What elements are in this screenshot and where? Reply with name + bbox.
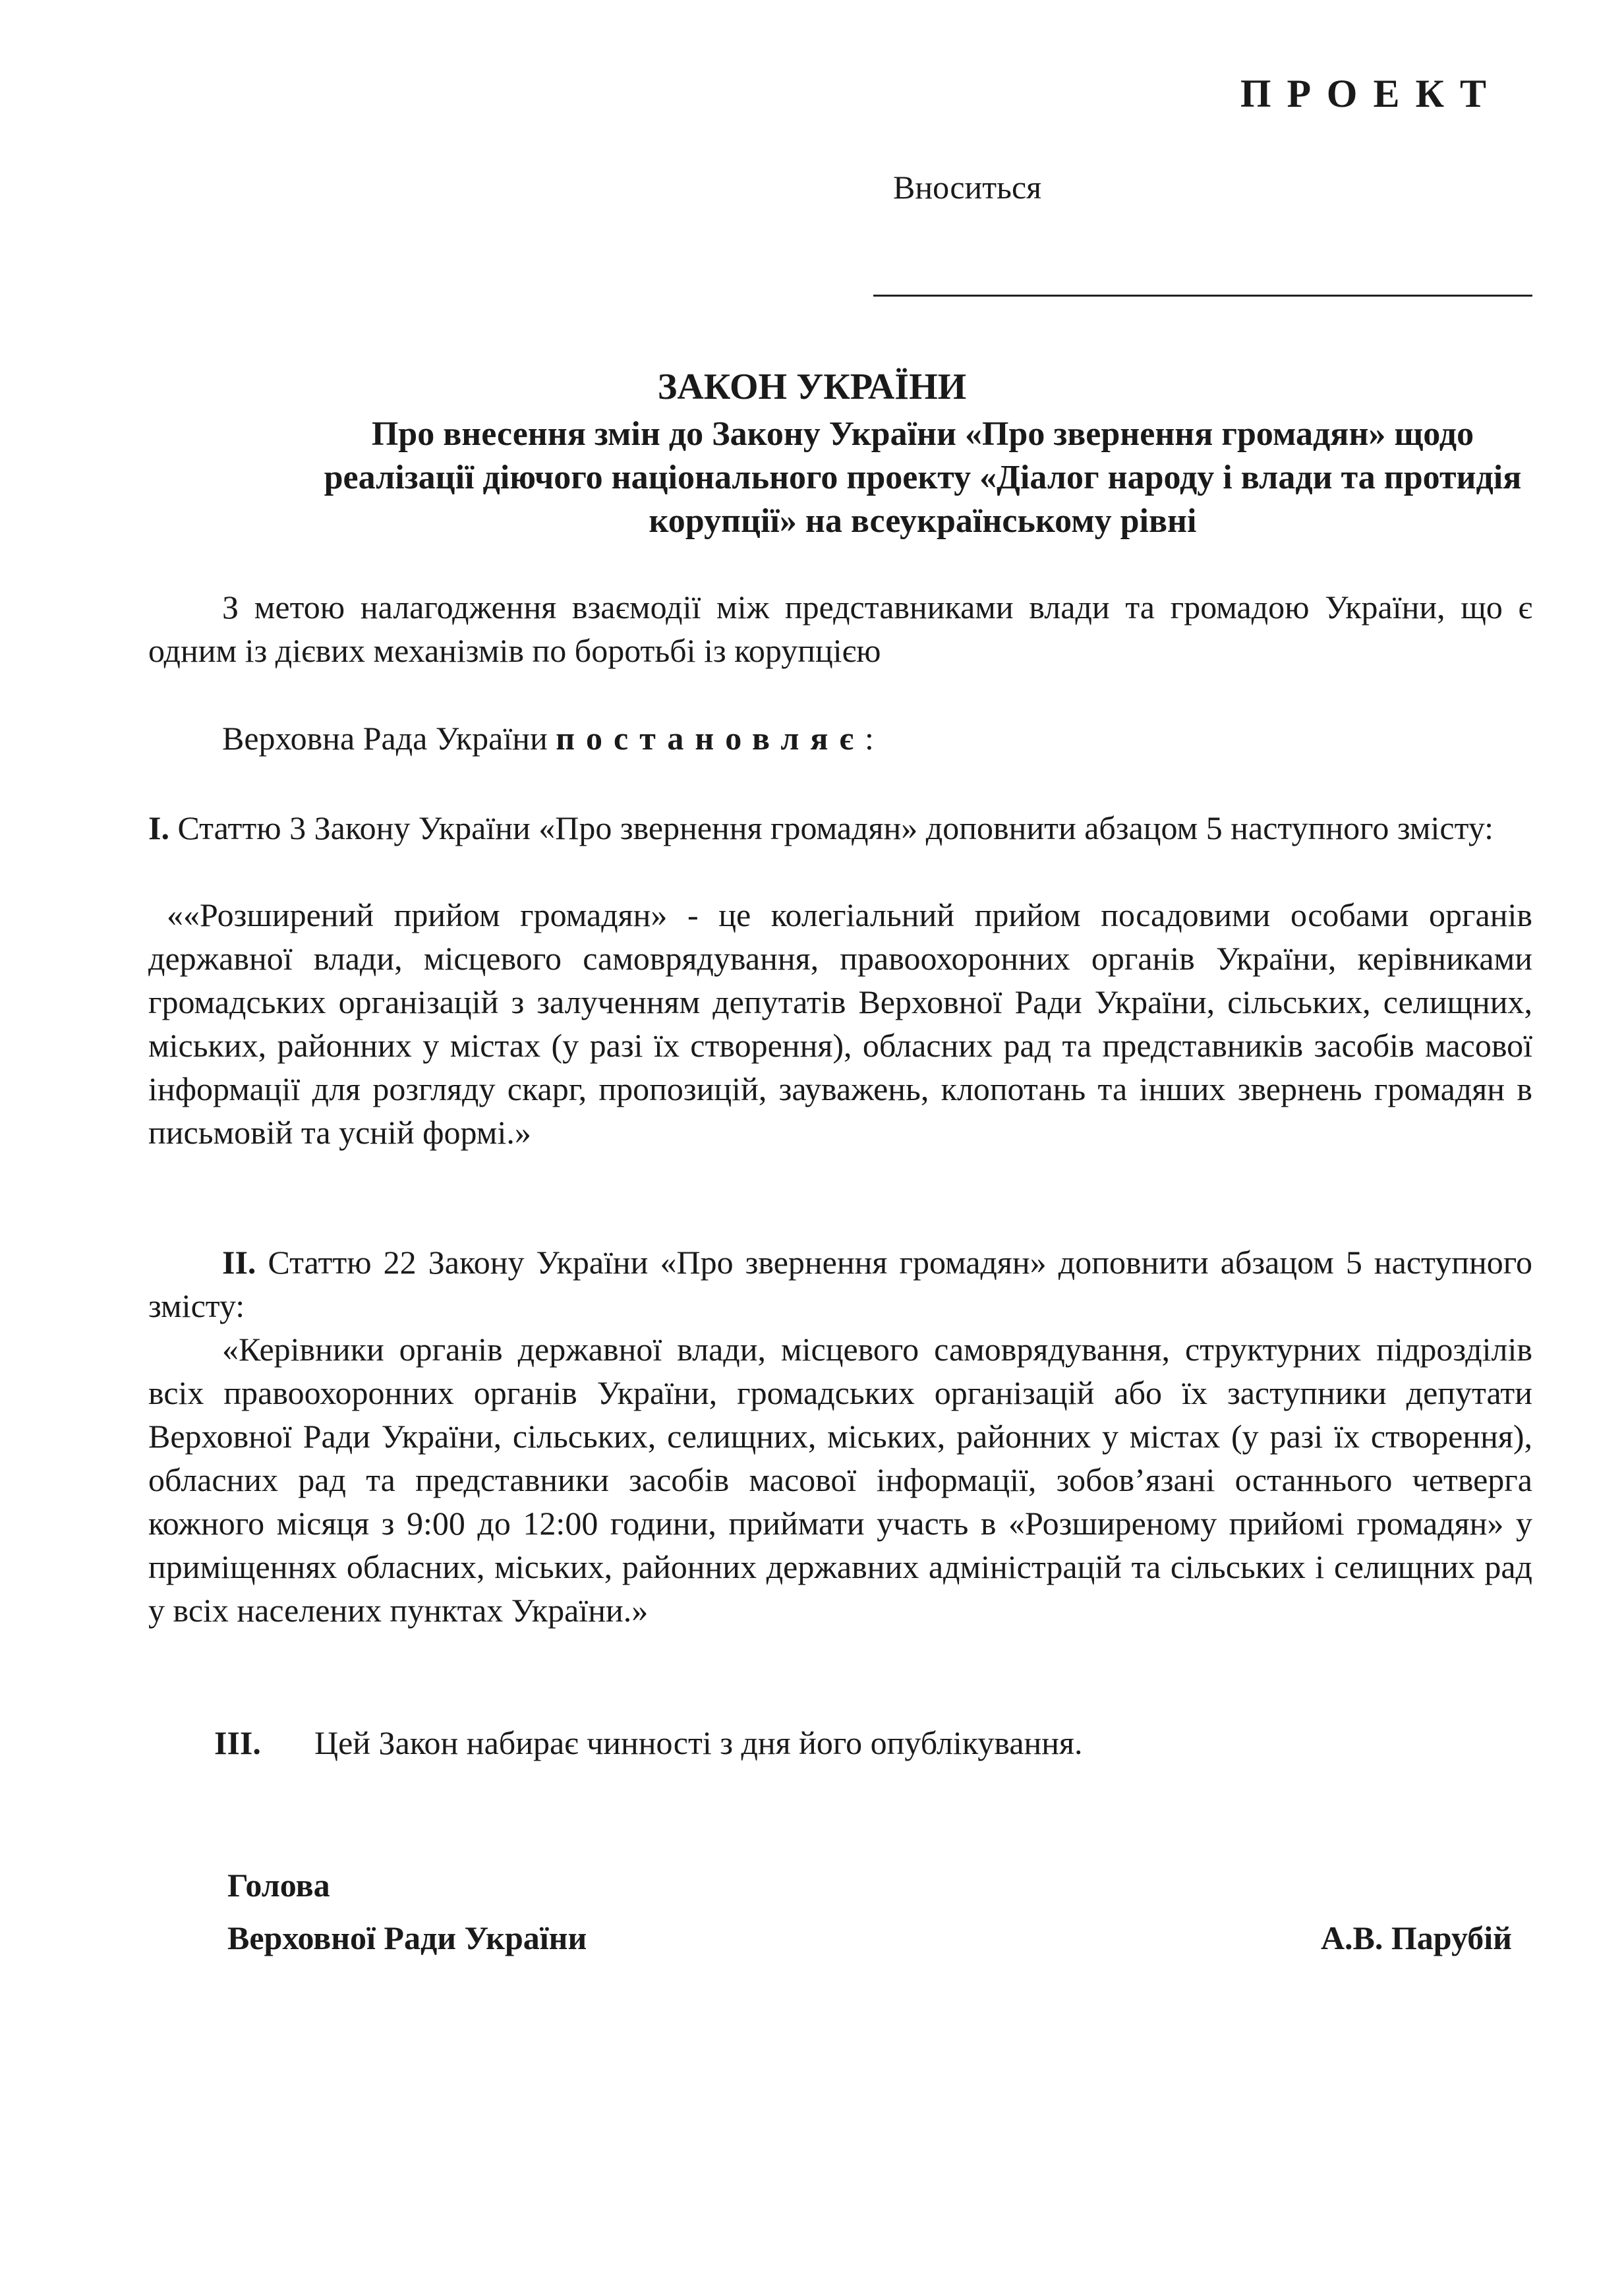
draft-label: ПРОЕКТ (1240, 72, 1502, 115)
section-3 (214, 1721, 1083, 1765)
law-title: ЗАКОН УКРАЇНИ (657, 366, 967, 407)
enactment-verb: постановляє (556, 720, 865, 757)
section-1-quote: ««Розширений прийом громадян» - це колегіальний прийом посадовими особами органів державної влади, місцевого самоврядування, правоохоронних органів України, керівниками громадських організацій з залученням депутатів Верховної Ради України, сільських, селищних, міських, районних у містах (у разі їх створення), обласних рад та представників засобів масової інформації для розгляду скарг, пропозицій, зауважень, клопотань та інших звернень громадян в письмовій та усній формі.» (148, 896, 1532, 1151)
section-1 (148, 806, 1532, 850)
submitter-signature-line (873, 295, 1532, 297)
section-3-number: ІІІ. (214, 1724, 261, 1761)
enactment-suffix: : (865, 720, 874, 757)
signatory-title-line-2: Верховної Ради України (227, 1919, 587, 1956)
signatory-title-line-1: Голова (227, 1867, 330, 1904)
section-2 (148, 1241, 1532, 1328)
law-subtitle: Про внесення змін до Закону України «Про звернення громадян» щодо реалізації діючого національного проекту «Діалог народу і влади та протидія корупції» на всеукраїнському рівні (324, 415, 1522, 540)
preamble: З метою налагодження взаємодії між представниками влади та громадою України, що є одним із дієвих механізмів по боротьбі із корупцією (148, 589, 1532, 669)
signatory-name: А.В. Парубій (1320, 1919, 1512, 1956)
enactment-prefix: Верховна Рада України (222, 720, 556, 757)
enactment-clause (148, 716, 1532, 760)
section-2-quote: «Керівники органів державної влади, місцевого самоврядування, структурних підрозділів всіх правоохоронних органів України, громадських організацій або їх заступники депутати Верховної Ради України, сільських, селищних, міських, районних у містах (у разі їх створення), обласних рад та представники засобів масової інформації, зобов’язані останнього четверга кожного місяця з 9:00 до 12:00 години, приймати участь в «Розширеному прийомі громадян» у приміщеннях обласних, міських, районних державних адміністрацій та сільських і селищних рад у всіх населених пунктах України.» (148, 1331, 1532, 1629)
section-1-number: І. (148, 809, 169, 846)
section-2-text: Статтю 22 Закону України «Про звернення громадян» доповнити абзацом 5 наступного змісту: (148, 1244, 1532, 1324)
section-3-text: Цей Закон набирає чинності з дня його опублікування. (314, 1724, 1083, 1761)
section-2-number: ІІ. (222, 1244, 256, 1281)
submitted-by-label: Вноситься (893, 169, 1042, 206)
signatory-title (227, 1859, 587, 1964)
section-1-text: Статтю 3 Закону України «Про звернення громадян» доповнити абзацом 5 наступного змісту: (169, 809, 1494, 846)
